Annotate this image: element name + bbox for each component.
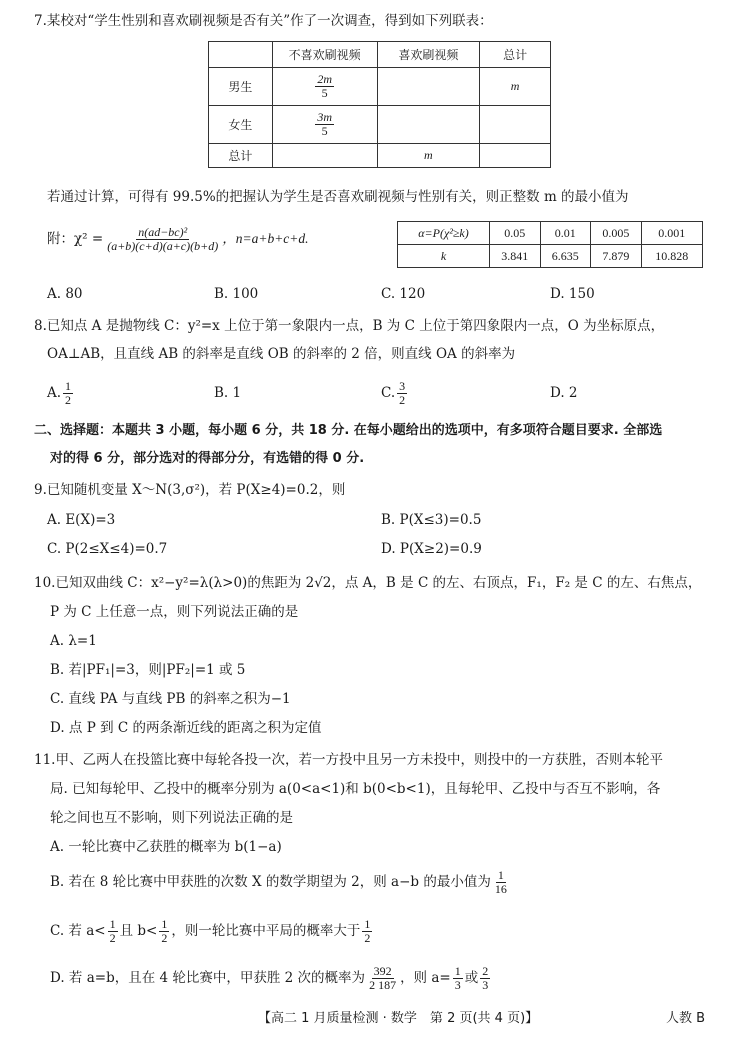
table-cell: 3.841 xyxy=(490,245,541,268)
table-header: 总计 xyxy=(480,42,551,68)
section2-heading-line1: 二、选择题：本题共 3 小题，每小题 6 分，共 18 分. 在每小题给出的选项中，有多项符合题目要求. 全部选 xyxy=(34,423,663,438)
row-label: 男生 xyxy=(209,68,273,106)
table-cell xyxy=(480,144,551,168)
q9-option-c: C. P(2≤X≤4)=0.7 xyxy=(47,541,168,557)
q7-option-b: B. 100 xyxy=(214,286,259,302)
table-cell xyxy=(480,106,551,144)
table-cell: 7.879 xyxy=(591,245,642,268)
q9-option-a: A. E(X)=3 xyxy=(47,512,116,528)
table-header xyxy=(209,42,273,68)
q9-option-b: B. P(X≤3)=0.5 xyxy=(381,512,482,528)
table-header: α=P(χ²≥k) xyxy=(398,222,490,245)
q10-option-c: C. 直线 PA 与直线 PB 的斜率之积为−1 xyxy=(50,691,291,707)
table-cell: $\frac{3m}{5}$ xyxy=(272,106,377,144)
row-label: 总计 xyxy=(209,144,273,168)
table-cell: 6.635 xyxy=(540,245,591,268)
q9-stem: 9.已知随机变量 X～N(3,σ²)，若 P(X≥4)=0.2，则 xyxy=(34,482,346,498)
table-cell xyxy=(377,68,480,106)
table-cell: m xyxy=(480,68,551,106)
q8-option-d: D. 2 xyxy=(550,385,578,401)
q7-stem: 7.某校对“学生性别和喜欢刷视频是否有关”作了一次调查，得到如下列联表： xyxy=(34,13,493,29)
q11-line2: 局. 已知每轮甲、乙投中的概率分别为 a(0<a<1)和 b(0<b<1)，且每轮甲、乙投中与否互不影响，各 xyxy=(50,781,661,797)
q8-line2: OA⊥AB，且直线 AB 的斜率是直线 OB 的斜率的 2 倍，则直线 OA 的斜率为 xyxy=(47,346,516,362)
table-cell: 0.05 xyxy=(490,222,541,245)
table-cell: m xyxy=(377,144,480,168)
chi-formula: 附：χ² = $\frac{\text{n(ad−bc)²}}{(a+b)(c+d)(a+c)(b+d)}$ ，n=a+b+c+d. xyxy=(47,225,309,253)
q10-option-d: D. 点 P 到 C 的两条渐近线的距离之积为定值 xyxy=(50,720,322,736)
table-cell: $\frac{2m}{5}$ xyxy=(272,68,377,106)
chi-square-table xyxy=(397,221,703,268)
q11-option-b: B. 若在 8 轮比赛中甲获胜的次数 X 的数学期望为 2，则 a−b 的最小值为 $\frac{1}{16}$ xyxy=(50,868,507,896)
q8-line1: 8.已知点 A 是抛物线 C：y²=x 上位于第一象限内一点，B 为 C 上位于第四象限内一点，O 为坐标原点， xyxy=(34,318,665,334)
edition-label: 人教 B xyxy=(666,1011,706,1026)
q11-option-d: D. 若 a=b，且在 4 轮比赛中，甲获胜 2 次的概率为 $\frac{392}{2 187}$ ，则 a= $\frac{1}{3}$ 或 $\frac{2}{3}$ xyxy=(50,964,489,992)
table-header: 喜欢刷视频 xyxy=(377,42,480,68)
q8-option-b: B. 1 xyxy=(214,385,242,401)
table-cell: 0.01 xyxy=(540,222,591,245)
row-label: 女生 xyxy=(209,106,273,144)
q8-option-a: A. $\frac{1}{2}$ xyxy=(47,379,72,407)
q11-line3: 轮之间也互不影响，则下列说法正确的是 xyxy=(50,810,293,826)
q11-line1: 11.甲、乙两人在投篮比赛中每轮各投一次，若一方投中且另一方未投中，则投中的一方获胜，否则本轮平 xyxy=(34,752,663,768)
table-cell xyxy=(272,144,377,168)
q7-option-a: A. 80 xyxy=(47,286,83,302)
q10-line1: 10.已知双曲线 C：x²−y²=λ(λ>0)的焦距为 2√2，点 A，B 是 C 的左、右顶点，F₁，F₂ 是 C 的左、右焦点， xyxy=(34,575,702,591)
q7-option-d: D. 150 xyxy=(550,286,595,302)
table-cell: 10.828 xyxy=(641,245,702,268)
q10-option-a: A. λ=1 xyxy=(50,633,97,649)
q10-line2: P 为 C 上任意一点，则下列说法正确的是 xyxy=(50,604,299,620)
q8-option-c: C. $\frac{3}{2}$ xyxy=(381,379,406,407)
page-footer: 【高二 1 月质量检测 · 数学 第 2 页(共 4 页)】 xyxy=(258,1011,539,1026)
table-header: 不喜欢刷视频 xyxy=(272,42,377,68)
table-cell: 0.001 xyxy=(641,222,702,245)
q7-option-c: C. 120 xyxy=(381,286,426,302)
q10-option-b: B. 若|PF₁|=3，则|PF₂|=1 或 5 xyxy=(50,662,246,678)
table-cell: 0.005 xyxy=(591,222,642,245)
contingency-table xyxy=(208,41,551,168)
table-header: k xyxy=(398,245,490,268)
q11-option-c: C. 若 a< $\frac{1}{2}$ 且 b< $\frac{1}{2}$ ，则一轮比赛中平局的概率大于 $\frac{1}{2}$ xyxy=(50,917,371,945)
table-cell xyxy=(377,106,480,144)
q11-option-a: A. 一轮比赛中乙获胜的概率为 b(1−a) xyxy=(50,839,282,855)
q9-option-d: D. P(X≥2)=0.9 xyxy=(381,541,482,557)
section2-heading-line2: 对的得 6 分，部分选对的得部分分，有选错的得 0 分. xyxy=(50,451,365,466)
q7-text: 若通过计算，可得有 99.5%的把握认为学生是否喜欢刷视频与性别有关，则正整数 m 的最小值为 xyxy=(47,189,629,205)
